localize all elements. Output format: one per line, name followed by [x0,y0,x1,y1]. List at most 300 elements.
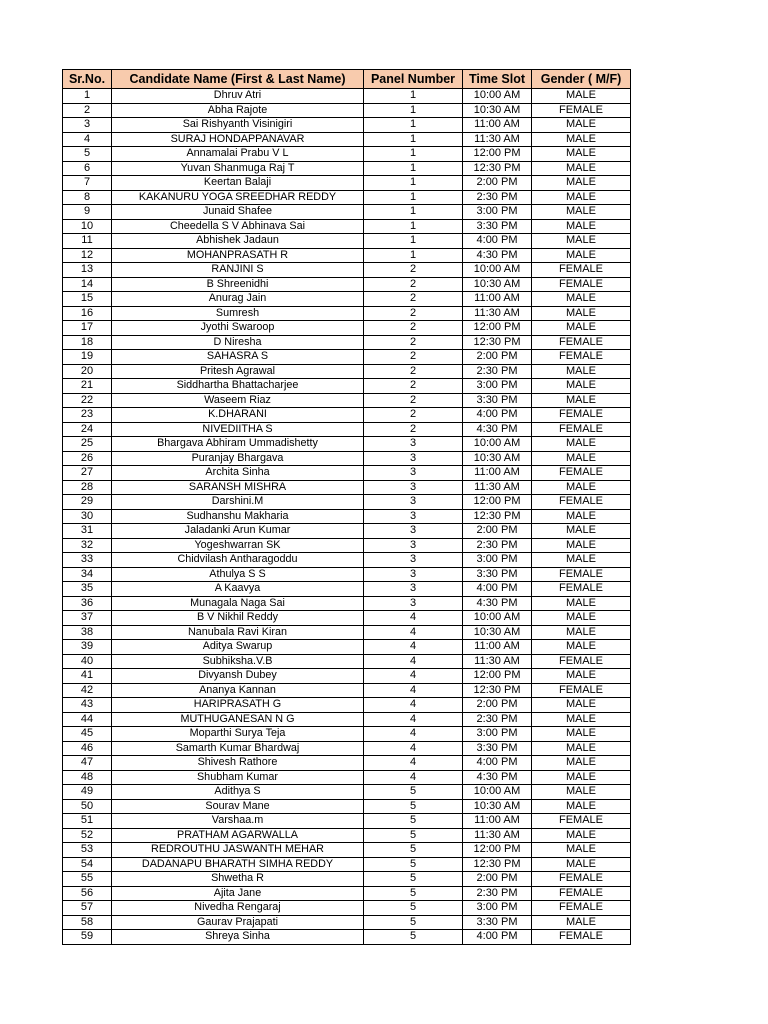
cell-panel-number: 5 [364,886,463,901]
table-row [63,147,631,162]
cell-candidate-name: Keertan Balaji [112,176,364,191]
cell-panel-number: 2 [364,321,463,336]
cell-time-slot: 4:00 PM [463,408,532,423]
table-row [63,103,631,118]
table-row [63,538,631,553]
cell-gender: MALE [532,756,631,771]
cell-candidate-name: Sai Rishyanth Visinigiri [112,118,364,133]
cell-candidate-name: Darshini.M [112,495,364,510]
cell-candidate-name: Jyothi Swaroop [112,321,364,336]
cell-panel-number: 2 [364,277,463,292]
cell-candidate-name: Shreya Sinha [112,930,364,945]
table-row [63,248,631,263]
cell-gender: MALE [532,785,631,800]
cell-panel-number: 4 [364,712,463,727]
cell-panel-number: 4 [364,756,463,771]
table-row [63,306,631,321]
cell-panel-number: 1 [364,219,463,234]
cell-time-slot: 3:30 PM [463,393,532,408]
cell-time-slot: 10:00 AM [463,437,532,452]
cell-candidate-name: Aditya Swarup [112,640,364,655]
cell-sr-no: 43 [63,698,112,713]
cell-panel-number: 2 [364,393,463,408]
cell-panel-number: 4 [364,625,463,640]
cell-gender: FEMALE [532,350,631,365]
cell-gender: MALE [532,161,631,176]
cell-sr-no: 42 [63,683,112,698]
table-row [63,263,631,278]
cell-panel-number: 2 [364,292,463,307]
cell-panel-number: 2 [364,263,463,278]
table-row [63,669,631,684]
table-row [63,205,631,220]
cell-candidate-name: SARANSH MISHRA [112,480,364,495]
table-row [63,495,631,510]
cell-panel-number: 5 [364,872,463,887]
cell-time-slot: 12:30 PM [463,335,532,350]
cell-time-slot: 11:30 AM [463,306,532,321]
cell-gender: MALE [532,553,631,568]
table-row [63,712,631,727]
cell-time-slot: 10:00 AM [463,611,532,626]
cell-panel-number: 2 [364,379,463,394]
cell-time-slot: 10:30 AM [463,103,532,118]
cell-candidate-name: Adithya S [112,785,364,800]
cell-candidate-name: Moparthi Surya Teja [112,727,364,742]
cell-gender: MALE [532,379,631,394]
cell-candidate-name: Subhiksha.V.B [112,654,364,669]
cell-panel-number: 1 [364,205,463,220]
cell-time-slot: 4:00 PM [463,930,532,945]
cell-panel-number: 3 [364,596,463,611]
cell-candidate-name: D Niresha [112,335,364,350]
table-row [63,770,631,785]
cell-time-slot: 2:00 PM [463,872,532,887]
cell-time-slot: 12:00 PM [463,843,532,858]
cell-panel-number: 1 [364,103,463,118]
cell-time-slot: 10:30 AM [463,625,532,640]
table-row [63,379,631,394]
cell-panel-number: 1 [364,248,463,263]
table-row [63,393,631,408]
cell-sr-no: 26 [63,451,112,466]
cell-gender: MALE [532,770,631,785]
cell-panel-number: 4 [364,770,463,785]
cell-panel-number: 4 [364,654,463,669]
cell-sr-no: 22 [63,393,112,408]
cell-time-slot: 11:00 AM [463,466,532,481]
cell-panel-number: 1 [364,190,463,205]
cell-panel-number: 1 [364,89,463,104]
table-row [63,567,631,582]
cell-sr-no: 9 [63,205,112,220]
cell-time-slot: 4:00 PM [463,234,532,249]
cell-candidate-name: MOHANPRASATH R [112,248,364,263]
cell-time-slot: 4:30 PM [463,422,532,437]
cell-gender: FEMALE [532,814,631,829]
cell-time-slot: 3:30 PM [463,915,532,930]
cell-candidate-name: Archita Sinha [112,466,364,481]
cell-gender: MALE [532,669,631,684]
table-row [63,219,631,234]
cell-candidate-name: HARIPRASATH G [112,698,364,713]
cell-time-slot: 3:00 PM [463,901,532,916]
cell-sr-no: 23 [63,408,112,423]
table-row [63,234,631,249]
cell-gender: MALE [532,524,631,539]
cell-candidate-name: PRATHAM AGARWALLA [112,828,364,843]
cell-panel-number: 4 [364,698,463,713]
table-row [63,364,631,379]
cell-sr-no: 7 [63,176,112,191]
cell-panel-number: 5 [364,828,463,843]
cell-gender: MALE [532,306,631,321]
cell-sr-no: 12 [63,248,112,263]
cell-sr-no: 30 [63,509,112,524]
cell-time-slot: 11:30 AM [463,132,532,147]
table-row [63,292,631,307]
cell-gender: MALE [532,364,631,379]
cell-candidate-name: MUTHUGANESAN N G [112,712,364,727]
cell-candidate-name: Annamalai Prabu V L [112,147,364,162]
cell-candidate-name: Ajita Jane [112,886,364,901]
cell-gender: FEMALE [532,495,631,510]
cell-sr-no: 16 [63,306,112,321]
cell-time-slot: 12:30 PM [463,857,532,872]
cell-gender: MALE [532,321,631,336]
cell-sr-no: 49 [63,785,112,800]
cell-time-slot: 2:30 PM [463,364,532,379]
cell-time-slot: 11:00 AM [463,640,532,655]
cell-gender: MALE [532,234,631,249]
cell-gender: MALE [532,132,631,147]
cell-gender: MALE [532,248,631,263]
cell-gender: MALE [532,176,631,191]
cell-panel-number: 3 [364,509,463,524]
cell-time-slot: 11:00 AM [463,292,532,307]
table-row [63,756,631,771]
cell-time-slot: 2:00 PM [463,524,532,539]
cell-time-slot: 2:00 PM [463,350,532,365]
cell-sr-no: 34 [63,567,112,582]
cell-gender: MALE [532,712,631,727]
cell-panel-number: 1 [364,176,463,191]
cell-time-slot: 11:00 AM [463,118,532,133]
cell-sr-no: 44 [63,712,112,727]
cell-time-slot: 3:00 PM [463,379,532,394]
cell-gender: FEMALE [532,872,631,887]
cell-time-slot: 10:00 AM [463,89,532,104]
cell-time-slot: 11:30 AM [463,654,532,669]
cell-gender: MALE [532,147,631,162]
cell-gender: FEMALE [532,422,631,437]
cell-gender: MALE [532,596,631,611]
cell-sr-no: 51 [63,814,112,829]
cell-panel-number: 5 [364,901,463,916]
cell-sr-no: 38 [63,625,112,640]
table-row [63,741,631,756]
header-panel-number: Panel Number [364,70,463,89]
cell-gender: MALE [532,480,631,495]
cell-panel-number: 3 [364,451,463,466]
cell-candidate-name: Bhargava Abhiram Ummadishetty [112,437,364,452]
cell-panel-number: 5 [364,857,463,872]
cell-panel-number: 4 [364,611,463,626]
cell-panel-number: 5 [364,814,463,829]
cell-panel-number: 1 [364,234,463,249]
cell-panel-number: 3 [364,538,463,553]
cell-gender: MALE [532,118,631,133]
cell-sr-no: 55 [63,872,112,887]
cell-sr-no: 21 [63,379,112,394]
cell-time-slot: 11:30 AM [463,480,532,495]
header-sr-no: Sr.No. [63,70,112,89]
header-row [63,70,631,89]
cell-candidate-name: Varshaa.m [112,814,364,829]
cell-candidate-name: Cheedella S V Abhinava Sai [112,219,364,234]
cell-sr-no: 8 [63,190,112,205]
table-row [63,930,631,945]
table-row [63,582,631,597]
cell-sr-no: 25 [63,437,112,452]
table-row [63,161,631,176]
table-body [63,89,631,945]
cell-gender: MALE [532,205,631,220]
cell-gender: MALE [532,451,631,466]
cell-candidate-name: Nanubala Ravi Kiran [112,625,364,640]
cell-gender: MALE [532,625,631,640]
cell-gender: MALE [532,698,631,713]
table-row [63,843,631,858]
cell-sr-no: 58 [63,915,112,930]
cell-candidate-name: Nivedha Rengaraj [112,901,364,916]
table-row [63,118,631,133]
cell-gender: MALE [532,437,631,452]
cell-time-slot: 2:30 PM [463,886,532,901]
cell-time-slot: 12:00 PM [463,495,532,510]
cell-time-slot: 3:00 PM [463,727,532,742]
cell-time-slot: 10:30 AM [463,799,532,814]
cell-candidate-name: Dhruv Atri [112,89,364,104]
cell-sr-no: 56 [63,886,112,901]
cell-panel-number: 4 [364,727,463,742]
cell-sr-no: 4 [63,132,112,147]
cell-sr-no: 19 [63,350,112,365]
cell-candidate-name: REDROUTHU JASWANTH MEHAR [112,843,364,858]
cell-gender: FEMALE [532,103,631,118]
cell-time-slot: 4:30 PM [463,770,532,785]
table-row [63,799,631,814]
cell-time-slot: 3:30 PM [463,567,532,582]
cell-time-slot: 10:00 AM [463,785,532,800]
cell-time-slot: 2:00 PM [463,176,532,191]
table-row [63,451,631,466]
cell-sr-no: 57 [63,901,112,916]
cell-gender: MALE [532,727,631,742]
table-row [63,190,631,205]
cell-candidate-name: K.DHARANI [112,408,364,423]
cell-panel-number: 3 [364,524,463,539]
table-row [63,698,631,713]
cell-gender: MALE [532,538,631,553]
cell-panel-number: 4 [364,683,463,698]
table-row [63,828,631,843]
cell-sr-no: 11 [63,234,112,249]
cell-candidate-name: Gaurav Prajapati [112,915,364,930]
table-row [63,422,631,437]
cell-panel-number: 1 [364,132,463,147]
cell-candidate-name: Siddhartha Bhattacharjee [112,379,364,394]
cell-candidate-name: Yuvan Shanmuga Raj T [112,161,364,176]
cell-sr-no: 29 [63,495,112,510]
cell-sr-no: 52 [63,828,112,843]
cell-gender: MALE [532,292,631,307]
table-row [63,901,631,916]
cell-time-slot: 4:00 PM [463,582,532,597]
cell-sr-no: 32 [63,538,112,553]
cell-time-slot: 3:00 PM [463,205,532,220]
cell-sr-no: 27 [63,466,112,481]
cell-time-slot: 2:30 PM [463,190,532,205]
cell-sr-no: 35 [63,582,112,597]
cell-candidate-name: A Kaavya [112,582,364,597]
cell-candidate-name: KAKANURU YOGA SREEDHAR REDDY [112,190,364,205]
cell-panel-number: 5 [364,930,463,945]
table-row [63,814,631,829]
cell-gender: FEMALE [532,408,631,423]
cell-time-slot: 12:00 PM [463,147,532,162]
cell-time-slot: 4:30 PM [463,596,532,611]
cell-time-slot: 3:30 PM [463,741,532,756]
cell-sr-no: 18 [63,335,112,350]
table-row [63,132,631,147]
cell-sr-no: 13 [63,263,112,278]
cell-time-slot: 12:30 PM [463,161,532,176]
table-row [63,915,631,930]
cell-candidate-name: Samarth Kumar Bhardwaj [112,741,364,756]
cell-sr-no: 33 [63,553,112,568]
cell-candidate-name: Shubham Kumar [112,770,364,785]
cell-sr-no: 2 [63,103,112,118]
table-row [63,596,631,611]
cell-gender: FEMALE [532,683,631,698]
cell-time-slot: 12:30 PM [463,509,532,524]
table-row [63,480,631,495]
table-row [63,872,631,887]
cell-sr-no: 15 [63,292,112,307]
cell-gender: MALE [532,741,631,756]
table-row [63,466,631,481]
cell-panel-number: 5 [364,785,463,800]
cell-gender: FEMALE [532,886,631,901]
cell-sr-no: 17 [63,321,112,336]
cell-gender: MALE [532,509,631,524]
cell-sr-no: 45 [63,727,112,742]
cell-sr-no: 10 [63,219,112,234]
cell-time-slot: 10:00 AM [463,263,532,278]
cell-candidate-name: B Shreenidhi [112,277,364,292]
cell-panel-number: 3 [364,582,463,597]
cell-gender: FEMALE [532,335,631,350]
cell-gender: MALE [532,89,631,104]
cell-sr-no: 39 [63,640,112,655]
cell-gender: MALE [532,393,631,408]
cell-panel-number: 1 [364,161,463,176]
cell-candidate-name: Chidvilash Antharagoddu [112,553,364,568]
cell-gender: MALE [532,857,631,872]
table-row [63,625,631,640]
table-row [63,437,631,452]
table-row [63,683,631,698]
cell-time-slot: 2:30 PM [463,712,532,727]
schedule-table [62,69,631,945]
cell-panel-number: 3 [364,495,463,510]
cell-candidate-name: RANJINI S [112,263,364,278]
cell-sr-no: 36 [63,596,112,611]
cell-candidate-name: Sumresh [112,306,364,321]
table-row [63,321,631,336]
cell-sr-no: 53 [63,843,112,858]
cell-candidate-name: Athulya S S [112,567,364,582]
cell-panel-number: 4 [364,741,463,756]
cell-gender: MALE [532,915,631,930]
cell-sr-no: 3 [63,118,112,133]
cell-time-slot: 12:00 PM [463,321,532,336]
cell-sr-no: 59 [63,930,112,945]
cell-panel-number: 4 [364,640,463,655]
table-row [63,640,631,655]
cell-candidate-name: DADANAPU BHARATH SIMHA REDDY [112,857,364,872]
cell-gender: FEMALE [532,567,631,582]
cell-gender: MALE [532,828,631,843]
cell-candidate-name: Sourav Mane [112,799,364,814]
cell-candidate-name: Puranjay Bhargava [112,451,364,466]
cell-gender: MALE [532,190,631,205]
cell-gender: MALE [532,799,631,814]
cell-panel-number: 2 [364,350,463,365]
cell-sr-no: 20 [63,364,112,379]
cell-sr-no: 48 [63,770,112,785]
table-row [63,553,631,568]
cell-sr-no: 50 [63,799,112,814]
cell-time-slot: 10:30 AM [463,451,532,466]
cell-panel-number: 2 [364,422,463,437]
cell-panel-number: 3 [364,553,463,568]
cell-sr-no: 40 [63,654,112,669]
cell-gender: MALE [532,843,631,858]
table-row [63,727,631,742]
cell-panel-number: 2 [364,335,463,350]
cell-panel-number: 3 [364,466,463,481]
cell-time-slot: 3:00 PM [463,553,532,568]
cell-candidate-name: NIVEDIITHA S [112,422,364,437]
table-row [63,176,631,191]
cell-gender: MALE [532,611,631,626]
cell-time-slot: 12:30 PM [463,683,532,698]
cell-sr-no: 6 [63,161,112,176]
cell-sr-no: 24 [63,422,112,437]
cell-candidate-name: Waseem Riaz [112,393,364,408]
cell-panel-number: 5 [364,915,463,930]
cell-candidate-name: Shivesh Rathore [112,756,364,771]
table-row [63,89,631,104]
cell-candidate-name: Ananya Kannan [112,683,364,698]
cell-time-slot: 3:30 PM [463,219,532,234]
cell-candidate-name: B V Nikhil Reddy [112,611,364,626]
cell-candidate-name: Sudhanshu Makharia [112,509,364,524]
cell-gender: MALE [532,640,631,655]
cell-panel-number: 5 [364,843,463,858]
